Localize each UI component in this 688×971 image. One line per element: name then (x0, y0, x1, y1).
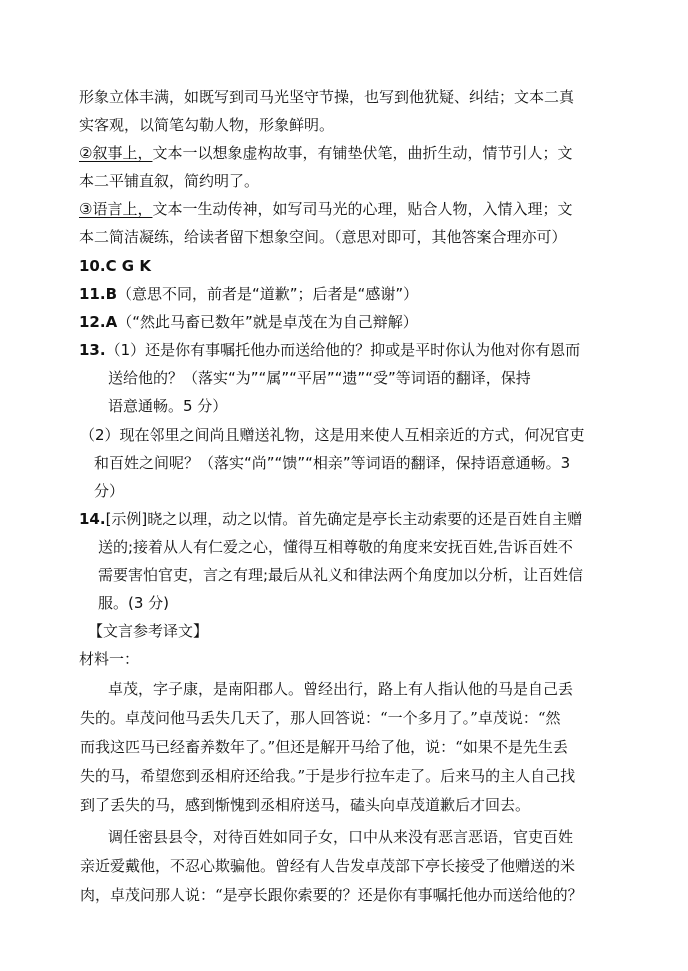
text-line: 送的;接着从人有仁爱之心，懂得互相尊敬的角度来安抚百姓,告诉百姓不 (98, 538, 573, 556)
answer-q11 (79, 284, 418, 304)
question-number: 14. (79, 510, 106, 528)
text-line: 需要害怕官吏，言之有理;最后从礼义和律法两个角度加以分析，让百姓信 (98, 566, 584, 584)
text-line: 本二简洁凝练，给读者留下想象空间。（意思对即可，其他答案合理亦可） (79, 228, 567, 246)
translation-line: 亲近爱戴他，不忍心欺骗他。曾经有人告发卓茂部下亭长接受了他赠送的米 (80, 857, 576, 875)
text-line: 和百姓之间呢？（落实“尚”“馈”“相亲”等词语的翻译，保持语意通畅。3 (94, 454, 571, 472)
text-line: 形象立体丰满，如既写到司马光坚守节操，也写到他犹疑、纠结；文本二真 (79, 88, 575, 106)
translation-line: 肉，卓茂问那人说：“是亭长跟你索要的？还是你有事嘱托他办而送给他的？ (80, 886, 583, 904)
question-number: 12.A (79, 313, 118, 331)
answer-text: （“然此马畜已数年”就是卓茂在为自己辩解） (117, 313, 418, 331)
text-segment: 文本一以想象虚构故事，有铺垫伏笔，曲折生动，情节引人；文 (152, 144, 573, 162)
translation-line: 而我这匹马已经畜养数年了。”但还是解开马给了他，说：“如果不是先生丢 (80, 738, 568, 756)
item-marker: ②叙事上， (79, 144, 153, 162)
text-line: 语意通畅。5 分） (108, 397, 228, 415)
answer-item-language (79, 199, 572, 219)
text-line: 实客观，以简笔勾勒人物，形象鲜明。 (79, 116, 335, 134)
answer-q14 (79, 509, 582, 529)
text-line: （2）现在邻里之间尚且赠送礼物，这是用来使人互相亲近的方式，何况官吏 (80, 426, 585, 444)
text-line: 服。(3 分) (98, 594, 170, 612)
translation-line: 调任密县县令，对待百姓如同子女，口中从来没有恶言恶语，官吏百姓 (108, 828, 574, 846)
translation-line: 失的马，希望您到丞相府还给我。”于是步行拉车走了。后来马的主人自己找 (80, 767, 576, 785)
answer-q12 (79, 312, 418, 332)
text-line: 送给他的？（落实“为”“属”“平居”“遗”“受”等词语的翻译，保持 (108, 369, 531, 387)
answer-q13 (79, 340, 580, 360)
material-label: 材料一： (79, 650, 140, 668)
text-segment: 文本一生动传神，如写司马光的心理，贴合人物，入情入理；文 (152, 200, 573, 218)
translation-line: 到了丢失的马，感到惭愧到丞相府送马，磕头向卓茂道歉后才回去。 (80, 796, 531, 814)
translation-line: 卓茂，字子康，是南阳郡人。曾经出行，路上有人指认他的马是自己丢 (108, 680, 574, 698)
section-heading: 【文言参考译文】 (88, 622, 209, 640)
answer-item-narration (79, 143, 572, 163)
question-number: 11.B (79, 285, 118, 303)
answer-text: （意思不同，前者是“道歉”；后者是“感谢”） (117, 285, 419, 303)
answer-text: [示例]晓之以理，动之以情。首先确定是亭长主动索要的还是百姓自主赠 (105, 510, 583, 528)
translation-line: 失的。卓茂问他马丢失几天了，那人回答说：“一个多月了。”卓茂说：“然 (80, 709, 561, 727)
text-line: 本二平铺直叙，简约明了。 (79, 172, 260, 190)
answer-text: （1）还是你有事嘱托他办而送给他的？抑或是平时你认为他对你有恩而 (105, 341, 581, 359)
text-line: 分） (94, 482, 125, 500)
item-marker: ③语言上， (79, 200, 153, 218)
answer-q10: 10.C G K (79, 257, 151, 275)
question-number: 13. (79, 341, 106, 359)
